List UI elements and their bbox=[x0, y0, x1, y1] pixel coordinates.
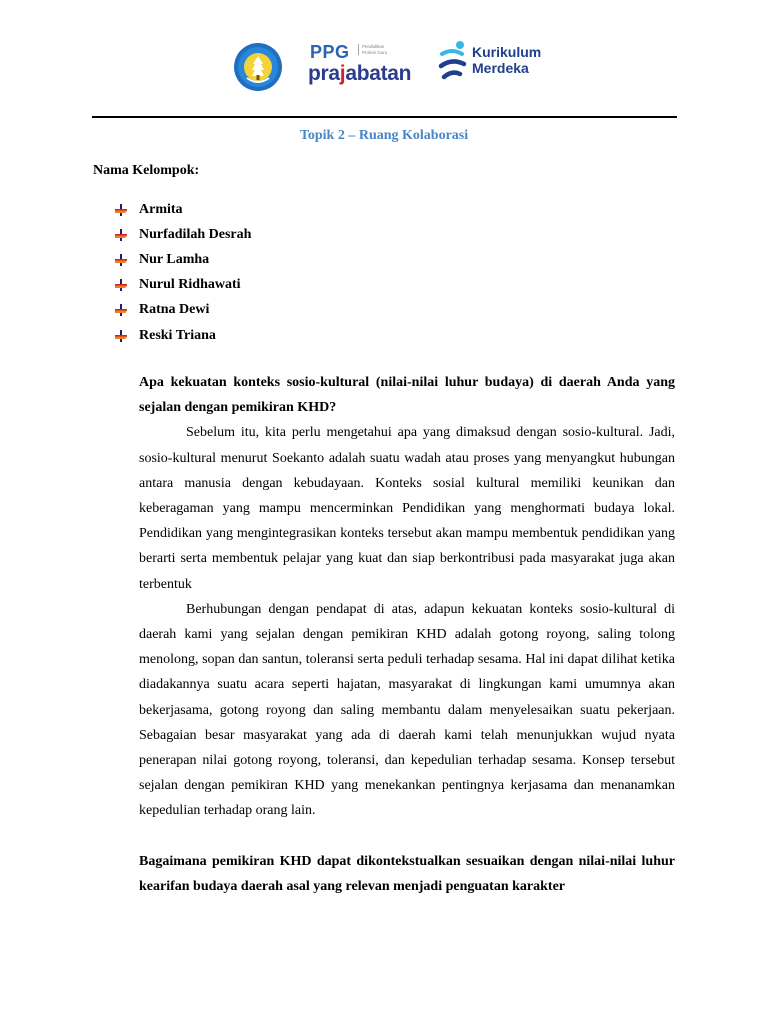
member-name: Nur Lamha bbox=[139, 251, 210, 267]
arrow-bullet-icon bbox=[114, 203, 128, 217]
member-list bbox=[114, 197, 251, 348]
member-name: Nurfadilah Desrah bbox=[139, 226, 252, 242]
prajabatan-label bbox=[308, 62, 411, 86]
arrow-bullet-icon bbox=[114, 228, 128, 242]
paragraph-spacer bbox=[139, 824, 675, 849]
group-label: Nama Kelompok: bbox=[93, 163, 200, 178]
header-divider bbox=[92, 116, 677, 118]
list-item bbox=[114, 222, 251, 247]
tut-wuri-handayani-logo bbox=[233, 42, 283, 92]
list-item bbox=[114, 197, 251, 222]
kurikulum-merdeka-mark bbox=[438, 40, 468, 82]
arrow-bullet-icon bbox=[114, 329, 128, 343]
arrow-bullet-icon bbox=[114, 253, 128, 267]
kurikulum-merdeka-text bbox=[472, 44, 541, 76]
answer-paragraph-2: Berhubungan dengan pendapat di atas, adapun kekuatan konteks sosio-kultural di daerah kami yang sejalan dengan pemikiran KHD adalah gotong royong, saling tolong menolong, sopan dan santun, toleransi serta peduli terhadap sesama. Hal ini dapat dilihat ketika diadakannya suatu acara seperti hajatan, masyarakat di lingkungan kami umumnya akan bekerjasama, gotong royong dan saling membantu dalam menyelesaikan suatu pekerjaan. Sebagaian besar masyarakat yang ada di daerah kami telah menunjukkan wujud nyata penerapan nilai gotong royong, toleransi, dan kepedulian terhadap sesama. Konsep tersebut sejalan dengan pemikiran KHD yang menekankan pentingnya kerjasama dan menanamkan kepedulian terhadap orang lain. bbox=[139, 601, 675, 819]
question-2: Bagaimana pemikiran KHD dapat dikontekstualkan sesuaikan dengan nilai-nilai luhur kearifan budaya daerah asal yang relevan menjadi penguatan karakter bbox=[139, 853, 675, 894]
member-name: Ratna Dewi bbox=[139, 302, 210, 318]
kurikulum-line2: Merdeka bbox=[472, 60, 529, 76]
member-name: Nurul Ridhawati bbox=[139, 277, 241, 293]
kurikulum-line1: Kurikulum bbox=[472, 44, 542, 60]
list-item bbox=[114, 298, 251, 323]
list-item bbox=[114, 273, 251, 298]
prajabatan-pre: pra bbox=[308, 62, 340, 85]
question-1: Apa kekuatan konteks sosio-kultural (nilai-nilai luhur budaya) di daerah Anda yang sejalan dengan pemikiran KHD? bbox=[139, 375, 675, 416]
prajabatan-post: abatan bbox=[345, 62, 412, 85]
kurikulum-merdeka-logo bbox=[438, 40, 568, 90]
list-item bbox=[114, 323, 251, 348]
ppg-prajabatan-logo bbox=[308, 42, 418, 92]
document-header bbox=[0, 30, 768, 100]
arrow-bullet-icon bbox=[114, 278, 128, 292]
list-item bbox=[114, 247, 251, 272]
document-body bbox=[139, 370, 675, 899]
page-title: Topik 2 – Ruang Kolaborasi bbox=[299, 128, 469, 143]
arrow-bullet-icon bbox=[114, 303, 128, 317]
prajabatan-accent: j bbox=[339, 62, 346, 85]
member-name: Armita bbox=[139, 201, 183, 217]
member-name: Reski Triana bbox=[139, 327, 216, 343]
answer-paragraph-1: Sebelum itu, kita perlu mengetahui apa yang dimaksud dengan sosio-kultural. Jadi, sosio-kultural menurut Soekanto adalah suatu wadah atau proses yang menyangkut hubungan antara manusia dengan kebudayaan. Konteks sosial kultural memiliki keunikan dan keberagaman yang mampu mencerminkan Pendidikan yang menghormati budaya lokal. Pendidikan yang mengintegrasikan konteks tersebut akan mampu membentuk pendidikan yang berarti serta membentuk pelajar yang kuat dan siap berkontribusi pada masyarakat juga akan terbentuk bbox=[139, 425, 675, 592]
ppg-subtitle: Pendidikan Profesi Guru bbox=[358, 44, 392, 55]
ppg-label: PPG bbox=[310, 42, 350, 62]
